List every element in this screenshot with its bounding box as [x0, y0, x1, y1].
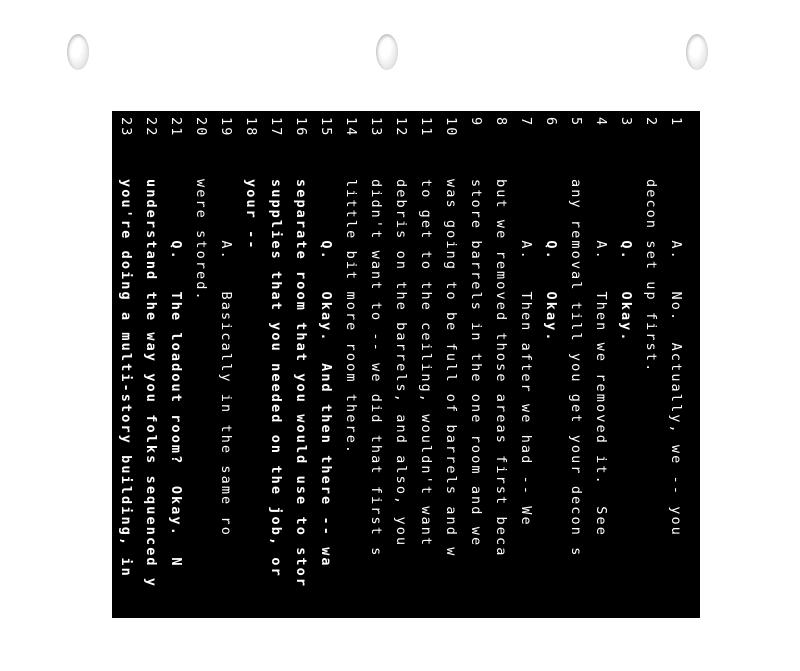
line-text: supplies that you needed on the job, or	[268, 179, 284, 578]
transcript-line-9	[463, 111, 488, 671]
line-number: 24	[93, 117, 109, 138]
transcript-line-18	[238, 111, 263, 671]
line-text: two-story building, do you have a prefer	[93, 179, 109, 589]
transcript-line-13	[363, 111, 388, 671]
binder-hole-left	[67, 34, 89, 70]
transcript-line-12	[388, 111, 413, 671]
line-number: 15	[318, 117, 334, 138]
line-number: 10	[443, 117, 459, 138]
line-text: decon set up first.	[643, 179, 659, 374]
line-number: 4	[593, 117, 609, 128]
transcript-line-10	[438, 111, 463, 671]
transcript-line-16	[288, 111, 313, 671]
line-number: 12	[393, 117, 409, 138]
line-text: A. Then after we had -- We	[518, 179, 534, 527]
transcript-line-8	[488, 111, 513, 671]
line-text: little bit more room there.	[343, 179, 359, 456]
line-number: 23	[118, 117, 134, 138]
transcript-line-2	[638, 111, 663, 671]
line-number: 18	[243, 117, 259, 138]
line-number: 20	[193, 117, 209, 138]
transcript-line-4	[588, 111, 613, 671]
line-number: 21	[168, 117, 184, 138]
line-text: Q. Okay. And then there -- wa	[318, 179, 334, 568]
line-text: Q. Okay.	[543, 179, 559, 343]
line-text: A. Then we removed it. See	[593, 179, 609, 537]
transcript-text-block	[93, 111, 700, 671]
line-text: didn't want to -- we did that first s	[368, 179, 384, 558]
transcript-line-6	[538, 111, 563, 671]
line-text: any removal till you get your decon s	[568, 179, 584, 558]
line-text: you're doing a multi-story building, in	[118, 179, 134, 578]
binder-hole-right	[686, 34, 708, 70]
transcript-line-1	[663, 111, 688, 671]
line-number: 1	[668, 117, 684, 128]
line-number: 11	[418, 117, 434, 138]
transcript-page	[93, 111, 700, 618]
transcript-line-24	[88, 111, 113, 671]
line-number: 22	[143, 117, 159, 138]
transcript-line-23	[113, 111, 138, 671]
line-text: understand the way you folks sequenced y	[143, 179, 159, 589]
transcript-line-22	[138, 111, 163, 671]
line-number: 2	[643, 117, 659, 128]
line-number: 6	[543, 117, 559, 128]
line-number: 14	[343, 117, 359, 138]
line-number: 9	[468, 117, 484, 128]
transcript-line-21	[163, 111, 188, 671]
transcript-line-14	[338, 111, 363, 671]
line-text: your --	[243, 179, 259, 251]
line-text: debris on the barrels, and also, you	[393, 179, 409, 548]
line-text: separate room that you would use to stor	[293, 179, 309, 589]
line-text: A. Basically in the same ro	[218, 179, 234, 537]
transcript-line-5	[563, 111, 588, 671]
line-number: 5	[568, 117, 584, 128]
line-text: Q. Okay.	[618, 179, 634, 343]
line-number: 8	[493, 117, 509, 128]
line-text: Q. The loadout room? Okay. N	[168, 179, 184, 568]
transcript-line-3	[613, 111, 638, 671]
binder-hole-center	[376, 34, 398, 70]
line-text: was going to be full of barrels and w	[443, 179, 459, 558]
transcript-line-20	[188, 111, 213, 671]
line-number: 16	[293, 117, 309, 138]
line-number: 7	[518, 117, 534, 128]
line-text: store barrels in the one room and we	[468, 179, 484, 548]
line-text: A. No. Actually, we -- you	[668, 179, 684, 537]
line-number: 17	[268, 117, 284, 138]
line-number: 13	[368, 117, 384, 138]
line-number: 19	[218, 117, 234, 138]
line-number: 3	[618, 117, 634, 128]
transcript-line-11	[413, 111, 438, 671]
transcript-line-15	[313, 111, 338, 671]
transcript-line-19	[213, 111, 238, 671]
transcript-line-17	[263, 111, 288, 671]
line-text: but we removed those areas first beca	[493, 179, 509, 558]
line-text: were stored.	[193, 179, 209, 302]
line-text: to get to the ceiling, wouldn't want	[418, 179, 434, 548]
transcript-line-7	[513, 111, 538, 671]
